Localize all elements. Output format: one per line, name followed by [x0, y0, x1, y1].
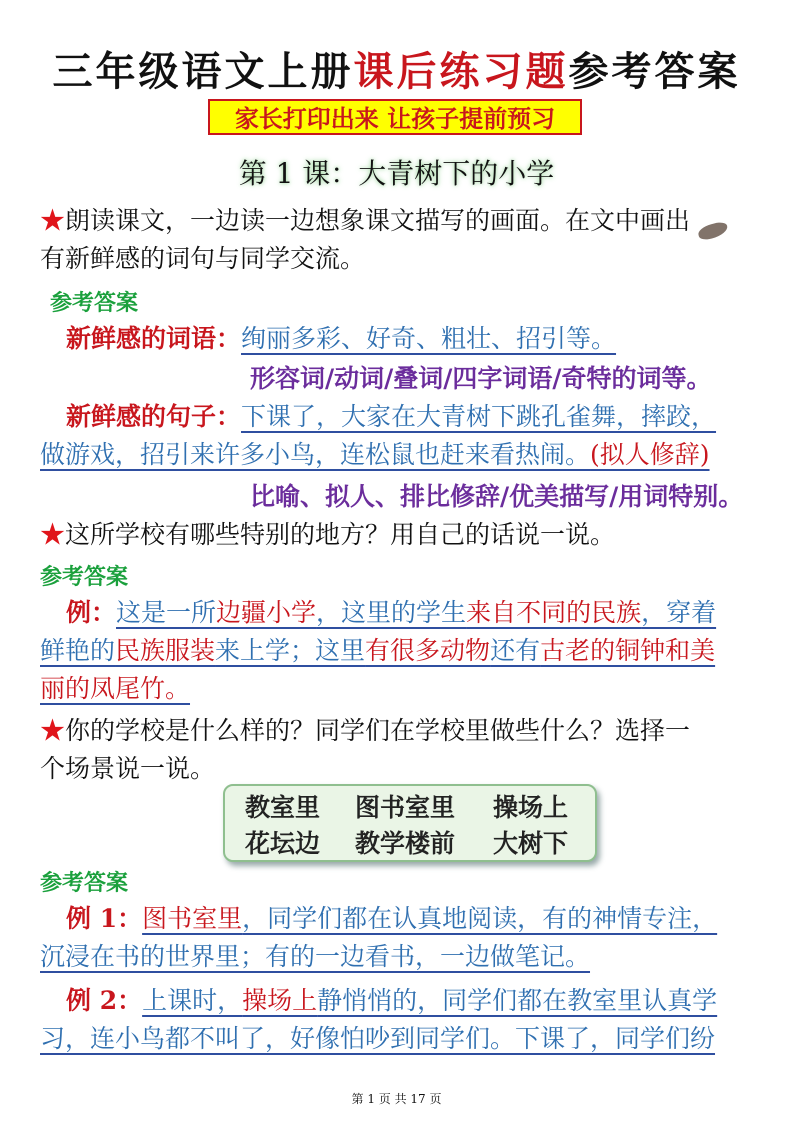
star-icon: ★ — [40, 716, 66, 745]
answer-words-note: 形容词/动词/叠词/四字词语/奇特的词等。 — [250, 364, 712, 393]
star-icon: ★ — [40, 520, 66, 549]
question-1: ★朗读课文，一边读一边想象课文描写的画面。在文中画出 有新鲜感的词句与同学交流。 — [40, 206, 691, 273]
answer-label: 参考答案 — [50, 290, 139, 316]
answer-sentence-cont: 做游戏，招引来许多小鸟，连松鼠也赶来看热闹。(拟人修辞) — [40, 440, 710, 469]
star-icon: ★ — [40, 206, 66, 235]
lesson-title: 第 1 课：大青树下的小学 — [238, 157, 555, 190]
answer-label: 参考答案 — [40, 870, 129, 896]
question-3: ★你的学校是什么样的？同学们在学校里做些什么？选择一 个场景说一说。 — [40, 716, 691, 783]
banner: 家长打印出来 让孩子提前预习 — [208, 99, 582, 135]
scene-word: 图书室里 — [355, 793, 456, 822]
page-footer: 第 1 页 共 17 页 — [351, 1092, 442, 1106]
scene-word: 花坛边 — [245, 829, 321, 858]
scene-word: 教学楼前 — [355, 829, 456, 858]
answer-sentence-note: 比喻、拟人、排比修辞/优美描写/用词特别。 — [250, 482, 744, 511]
answer-3: 例 1：图书室里，同学们都在认真地阅读，有的神情专注， 沉浸在书的世界里；有的一边看书，一边做笔记。 例 2：上课时，操场上静悄悄的，同学们都在教室里认真学 习，连小鸟都不叫了，好像怕吵到同学们。下课了，同学们纷 — [40, 904, 718, 1053]
answer-words: 新鲜感的词语：绚丽多彩、好奇、粗壮、招引等。 — [66, 324, 617, 353]
scene-word: 大树下 — [493, 829, 569, 858]
question-2: ★这所学校有哪些特别的地方？用自己的话说一说。 — [40, 520, 616, 549]
answer-sentence: 新鲜感的句子：下课了，大家在大青树下跳孔雀舞，摔跤， — [66, 402, 717, 431]
answer-label: 参考答案 — [40, 564, 129, 590]
answer-2: 例：这是一所边疆小学，这里的学生来自不同的民族，穿着 鲜艳的民族服装来上学；这里有很多动物还有古老的铜钟和美 丽的凤尾竹。 — [40, 598, 717, 703]
page-title: 三年级语文上册课后练习题参考答案 — [52, 48, 741, 95]
scene-word: 教室里 — [245, 793, 321, 822]
scene-word: 操场上 — [493, 793, 569, 822]
scene-box — [223, 784, 597, 862]
